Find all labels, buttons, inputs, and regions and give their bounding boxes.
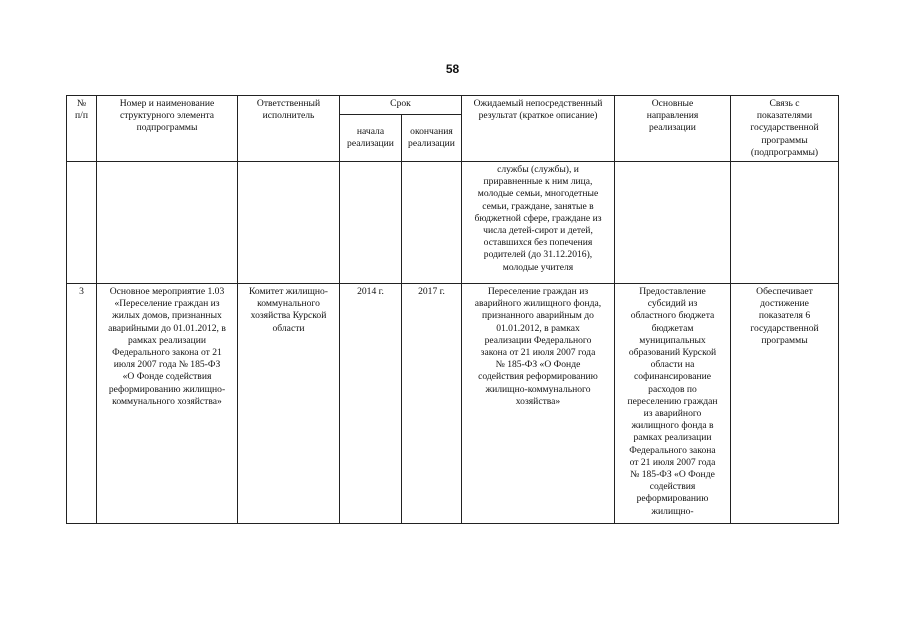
cell-num: [67, 162, 97, 284]
cell-link: [731, 162, 839, 284]
cell-directions: Предоставление субсидий из областного бюджета бюджетам муниципальных образований Курской области на софинансирование расходов по переселению граждан из аварийного жилищного фонда в рамках реализации Федерального закона от 21 июля 2007 года № 185-ФЗ «О Фонде содействия реформированию жилищно-: [615, 284, 731, 524]
header-directions: Основные направления реализации: [615, 96, 731, 162]
cell-result: Переселение граждан из аварийного жилищного фонда, признанного аварийным до 01.01.2012, в рамках реализации Федерального закона от 21 июля 2007 года № 185-ФЗ «О Фонде содействия реформированию жилищно-коммунального хозяйства»: [462, 284, 615, 524]
header-term: Срок: [340, 96, 462, 115]
cell-start: 2014 г.: [340, 284, 402, 524]
header-end: окончания реализации: [402, 115, 462, 162]
cell-name: Основное мероприятие 1.03 «Переселение граждан из жилых домов, признанных аварийными до 01.01.2012, в рамках реализации Федерального закона от 21 июля 2007 года № 185-ФЗ «О Фонде содействия реформированию жилищно- коммунального хозяйства»: [97, 284, 238, 524]
table-row: [67, 284, 839, 524]
cell-link: Обеспечивает достижение показателя 6 государственной программы: [731, 284, 839, 524]
cell-end: [402, 162, 462, 284]
cell-responsible: [238, 162, 340, 284]
header-responsible: Ответственный исполнитель: [238, 96, 340, 162]
cell-result: службы (службы), и приравненные к ним лица, молодые семьи, многодетные семьи, граждане, занятые в бюджетной сфере, граждане из числа детей-сирот и детей, оставшихся без попечения родителей (до 31.12.2016), молодые учителя: [462, 162, 615, 284]
header-link: Связь с показателями государственной программы (подпрограммы): [731, 96, 839, 162]
cell-num: 3: [67, 284, 97, 524]
cell-directions: [615, 162, 731, 284]
cell-responsible: Комитет жилищно- коммунального хозяйства Курской области: [238, 284, 340, 524]
header-num: № п/п: [67, 96, 97, 162]
header-start: начала реализации: [340, 115, 402, 162]
cell-start: [340, 162, 402, 284]
cell-end: 2017 г.: [402, 284, 462, 524]
header-result: Ожидаемый непосредственный результат (краткое описание): [462, 96, 615, 162]
program-table: [66, 95, 839, 524]
header-name: Номер и наименование структурного элемента подпрограммы: [97, 96, 238, 162]
header-row: [67, 96, 839, 115]
page-number: 58: [445, 62, 460, 76]
table-row: [67, 162, 839, 284]
cell-name: [97, 162, 238, 284]
